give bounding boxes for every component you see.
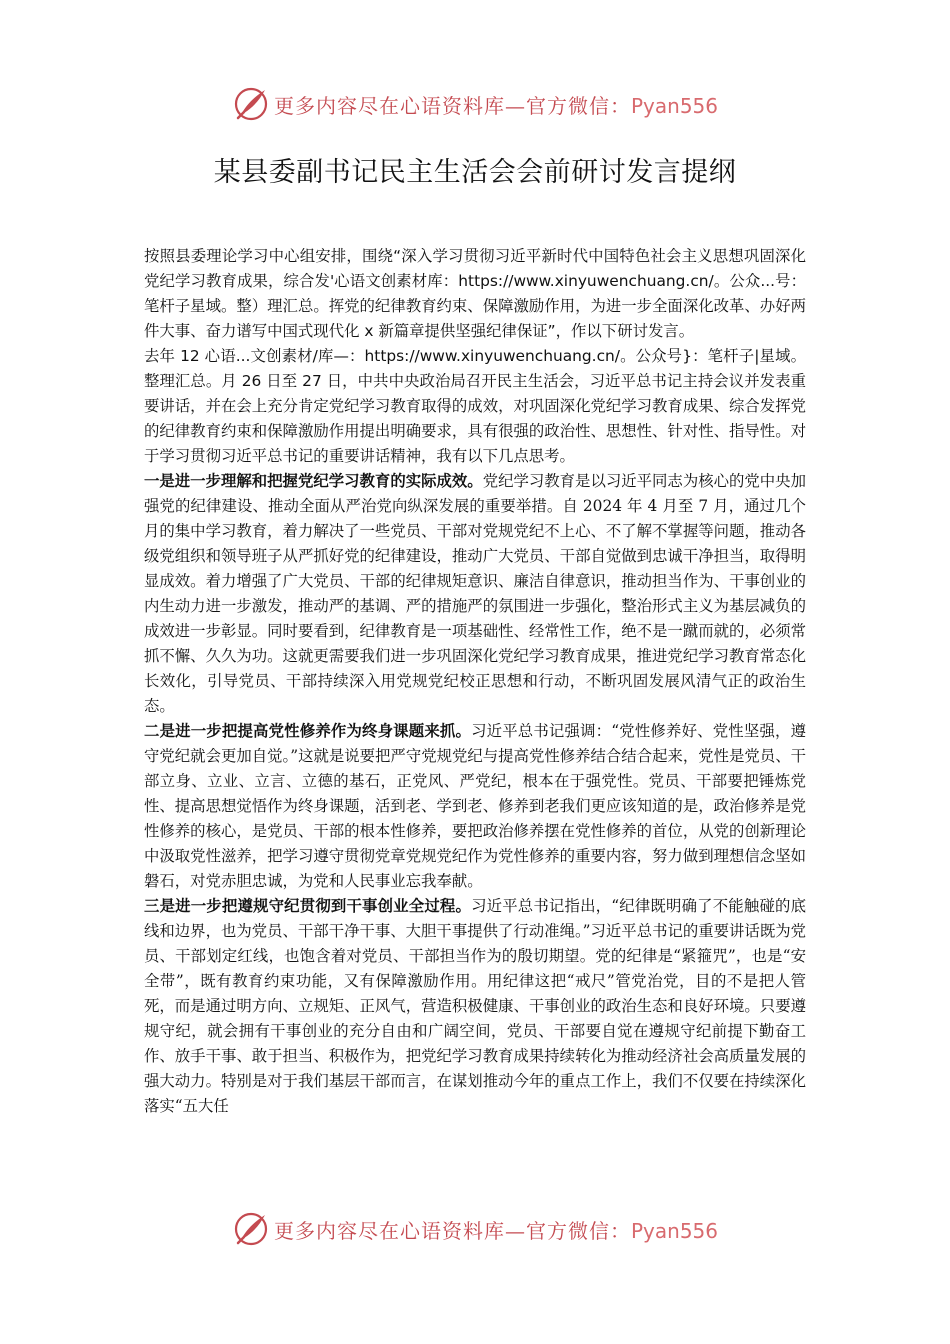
paragraph-lead: 一是进一步理解和把握党纪学习教育的实际成效。: [144, 472, 483, 490]
wechat-id: Pyan556: [630, 93, 718, 118]
paragraph-lead: 二是进一步把提高党性修养作为终身课题来抓。: [144, 722, 472, 740]
paragraph-background: 去年 12 心语...文创素材/库—：https://www.xinyuwenchuang.cn/。公众号}：笔杆子|星域。整理汇总。月 26 日至 27 日，中共中央政治局召开民主生活会，习近平总书记主持会议并发表重要讲话，并在会上充分肯定党纪学习教育取得的成效，对巩固深化党纪学习教育成果、综合发挥党的纪律教育约束和保障激励作用提出明确要求，具有很强的政治性、思想性、针对性、指导性。对于学习贯彻习近平总书记的重要讲话精神，我有以下几点思考。: [144, 347, 806, 465]
wechat-id: Pyan556: [630, 1218, 718, 1243]
footer-banner-text: 更多内容尽在心语资料库—官方微信：Pyan556: [273, 1218, 718, 1243]
quill-logo-icon: [232, 1210, 270, 1248]
header-banner: [0, 82, 950, 126]
footer-banner: [0, 1207, 950, 1251]
quill-logo-icon: [232, 85, 270, 123]
document-body: [144, 244, 806, 1119]
paragraph-intro: 按照县委理论学习中心组安排，围绕“深入学习贯彻习近平新时代中国特色社会主义思想巩固深化党纪学习教育成果，综合发'心语文创素材库：https://www.xinyuwenchuang.cn/。公众...号：笔杆子星域。整）理汇总。挥党的纪律教育约束、保障激励作用，为进一步全面深化改革、办好两件大事、奋力谱写中国式现代化 x 新篇章提供坚强纪律保证”，作以下研讨发言。: [144, 247, 806, 340]
paragraph-point-3: 三是进一步把遵规守纪贯彻到干事创业全过程。习近平总书记指出，“纪律既明确了不能触碰的底线和边界，也为党员、干部干净干事、大胆干事提供了行动准绳。”习近平总书记的重要讲话既为党员、干部划定红线，也饱含着对党员、干部担当作为的殷切期望。党的纪律是“紧箍咒”，也是“安全带”，既有教育约束功能，又有保障激励作用。用纪律这把“戒尺”管党治党，目的不是把人管死，而是通过明方向、立规矩、正风气，营造积极健康、干事创业的政治生态和良好环境。只要遵规守纪，就会拥有干事创业的充分自由和广阔空间，党员、干部要自觉在遵规守纪前提下勤奋工作、放手干事、敢于担当、积极作为，把党纪学习教育成果持续转化为推动经济社会高质量发展的强大动力。特别是对于我们基层干部而言，在谋划推动今年的重点工作上，我们不仅要在持续深化落实“五大任: [144, 897, 806, 1115]
paragraph-point-2: 二是进一步把提高党性修养作为终身课题来抓。习近平总书记强调：“党性修养好、党性坚强，遵守党纪就会更加自觉。”这就是说要把严守党规党纪与提高党性修养结合结合起来，党性是党员、干部立身、立业、立言、立德的基石，正党风、严党纪，根本在于强党性。党员、干部要把锤炼党性、提高思想觉悟作为终身课题，活到老、学到老、修养到老我们更应该知道的是，政治修养是党性修养的核心，是党员、干部的根本性修养，要把政治修养摆在党性修养的首位，从党的创新理论中汲取党性滋养，把学习遵守贯彻党章党规党纪作为党性修养的重要内容，努力做到理想信念坚如磐石，对党赤胆忠诚，为党和人民事业忘我奉献。: [144, 722, 806, 890]
paragraph-point-1: 一是进一步理解和把握党纪学习教育的实际成效。党纪学习教育是以习近平同志为核心的党中央加强党的纪律建设、推动全面从严治党向纵深发展的重要举措。自 2024 年 4 月至 7 月，通过几个月的集中学习教育，着力解决了一些党员、干部对党规党纪不上心、不了解不掌握等问题，推动各级党组织和领导班子从严抓好党的纪律建设，推动广大党员、干部自觉做到忠诚干净担当，取得明显成效。着力增强了广大党员、干部的纪律规矩意识、廉洁自律意识，推动担当作为、干事创业的内生动力进一步激发，推动严的基调、严的措施严的氛围进一步强化，整治形式主义为基层减负的成效进一步彰显。同时要看到，纪律教育是一项基础性、经常性工作，绝不是一蹴而就的，必须常抓不懈、久久为功。这就更需要我们进一步巩固深化党纪学习教育成果，推进党纪学习教育常态化长效化，引导党员、干部持续深入用党规党纪校正思想和行动，不断巩固发展风清气正的政治生态。: [144, 472, 806, 715]
header-banner-text: 更多内容尽在心语资料库—官方微信：Pyan556: [273, 93, 718, 118]
document-title: 某县委副书记民主生活会会前研讨发言提纲: [213, 157, 737, 188]
paragraph-lead: 三是进一步把遵规守纪贯彻到干事创业全过程。: [144, 897, 472, 915]
